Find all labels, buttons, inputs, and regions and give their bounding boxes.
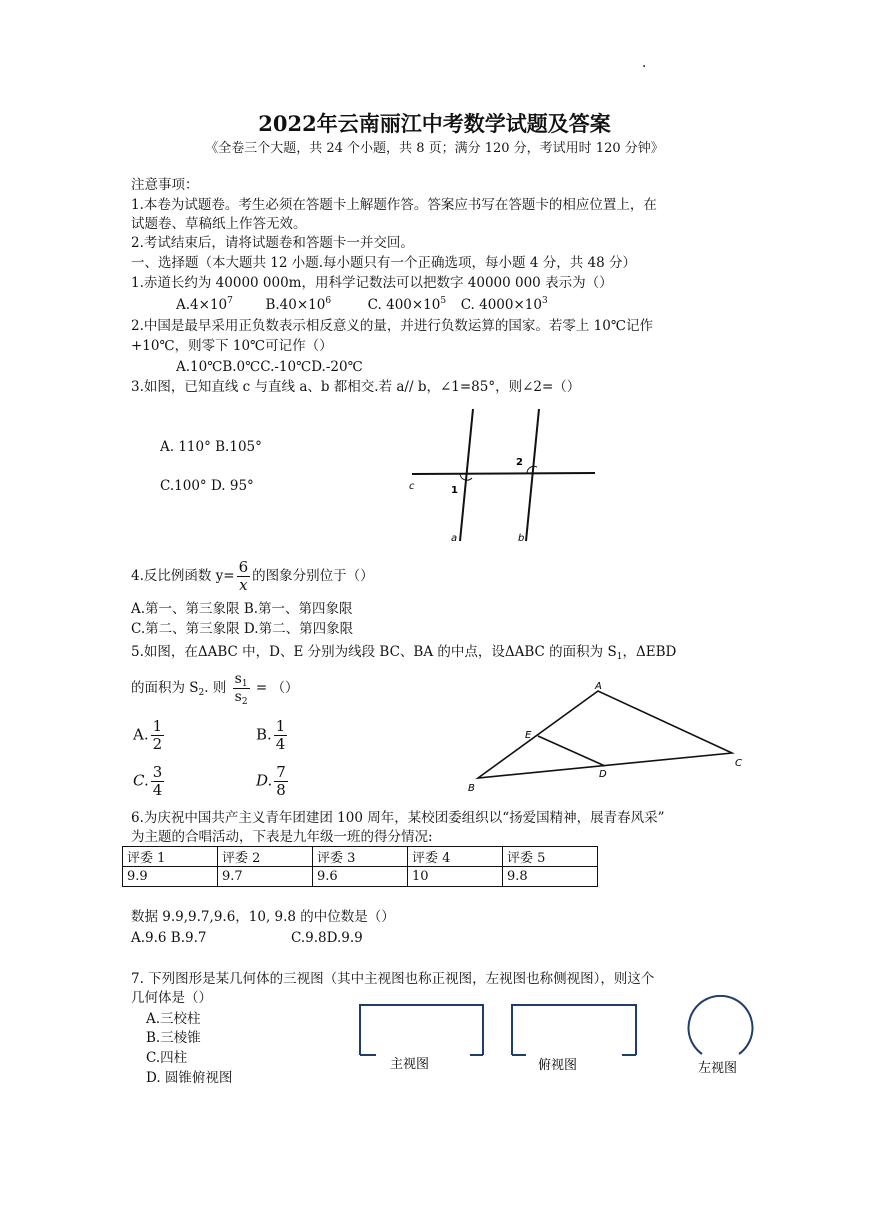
exam-subtitle: 《全卷三个大题，共 24 个小题，共 8 页；满分 120 分，考试用时 120 分钟》 [205, 141, 664, 156]
q1-option-d: C. $4000\times 10^3$ [460, 296, 548, 313]
table-header-cell: 评委 5 [503, 847, 598, 867]
label-c: C [735, 758, 742, 769]
q7-stem-a: 7. 下列图形是某几何体的三视图（其中主视图也称正视图，左视图也称侧视图），则这个 [131, 971, 655, 987]
table-cell: 9.6 [313, 867, 408, 887]
q6-options-b: C.9.8D.9.9 [291, 930, 363, 946]
label-front-view: 主视图 [390, 1057, 430, 1072]
q1-options [176, 296, 548, 315]
label-b: b [518, 533, 525, 544]
q2-options: A.10℃B.0℃C.-10℃D.-20℃ [176, 359, 363, 375]
page-dot: . [642, 55, 647, 71]
segment-ed [538, 736, 605, 766]
table-header-cell: 评委 4 [408, 847, 503, 867]
q5-stem-b: 的面积为 $S_2$. 则 $\frac{s_1}{s_2}$ = （） [131, 671, 299, 707]
q4-stem: 4.反比例函数 y= $\frac{6}{x}$ 的图象分别位于（） [131, 558, 374, 594]
q1-option-b: $B.40\times 10^6$ [265, 296, 332, 313]
q3-parallel-lines-figure [405, 405, 605, 545]
table-cell: 9.7 [218, 867, 313, 887]
q2-stem-b: +10℃，则零下 10℃可记作（） [131, 338, 333, 354]
score-table [122, 846, 598, 887]
label-e: E [525, 730, 532, 741]
side-view-shape [689, 996, 753, 1054]
q4-options-cd: C.第二、第三象限 D.第二、第四象限 [131, 621, 354, 637]
label-top-view: 俯视图 [538, 1058, 578, 1073]
q6-stem-b: 为主题的合唱活动，下表是九年级一班的得分情况: [131, 829, 433, 845]
label-1: 1 [451, 485, 458, 496]
label-a: a [451, 533, 458, 544]
q7-option-c: C.四柱 [146, 1050, 188, 1066]
q7-option-a: A.三校柱 [146, 1011, 201, 1027]
section-1-heading: 一、选择题（本大题共 12 小题.每小题只有一个正确选项，每小题 4 分，共 48 分） [131, 255, 636, 271]
q7-option-b: B.三棱锥 [146, 1030, 201, 1046]
table-header-cell: 评委 1 [123, 847, 218, 867]
q5-stem-a: 5.如图，在ΔABC 中，D、E 分别为线段 BC、BA 的中点，设ΔABC 的面积为 $S_1$，ΔEBD [131, 644, 677, 662]
q3-options-cd: C.100° D. 95° [160, 478, 254, 494]
q1-stem: 1.赤道长约为 40000 000m，用科学记数法可以把数字 40000 000 表示为（） [131, 275, 613, 291]
q4-options-ab: A.第一、第三象限 B.第一、第四象限 [131, 601, 353, 617]
note-2: 2.考试结束后，请将试题卷和答题卡一并交回。 [131, 235, 414, 251]
label-c: c [409, 481, 415, 492]
label-side-view: 左视图 [698, 1061, 738, 1076]
q6-question: 数据 9.9,9.7,9.6，10, 9.8 的中位数是（） [131, 909, 395, 925]
line-a [460, 409, 473, 541]
q1-option-c: C. $400\times 10^5$ [367, 296, 447, 313]
label-d: D [599, 769, 607, 780]
q5-option-c: C. $\frac{3}{4}$ [133, 763, 163, 799]
q7-stem-b: 几何体是（） [131, 990, 212, 1006]
table-row [123, 867, 598, 887]
q5-triangle-figure [462, 678, 752, 798]
q5-option-a: A. $\frac{1}{2}$ [133, 717, 163, 753]
q3-options-ab: A. 110° B.105° [160, 439, 262, 455]
q7-option-d: D. 圆锥俯视图 [146, 1070, 233, 1086]
table-header-cell: 评委 2 [218, 847, 313, 867]
top-view-shape [512, 1005, 636, 1055]
q7-three-views-figure [350, 995, 760, 1085]
front-view-shape [360, 1005, 483, 1055]
q3-stem: 3.如图，已知直线 c 与直线 a、b 都相交.若 a// b，∠1=85°，则∠2=（） [131, 379, 581, 395]
table-header-row [123, 847, 598, 867]
label-2: 2 [516, 457, 523, 468]
table-cell: 9.9 [123, 867, 218, 887]
triangle-abc [478, 691, 732, 778]
table-cell: 10 [408, 867, 503, 887]
label-b: B [468, 783, 475, 794]
q5-option-d: D. $\frac{7}{8}$ [256, 763, 286, 799]
line-c [412, 473, 595, 474]
table-header-cell: 评委 3 [313, 847, 408, 867]
q1-option-a: $A.4\times 10^7$ [176, 296, 233, 313]
q5-option-b: B. $\frac{1}{4}$ [256, 717, 286, 753]
line-b [526, 409, 539, 541]
label-a: A [595, 681, 602, 692]
note-1b: 试题卷、草稿纸上作答无效。 [131, 216, 307, 232]
page-title: 2022年云南丽江中考数学试题及答案 [258, 111, 611, 136]
table-cell: 9.8 [503, 867, 598, 887]
note-1a: 1.本卷为试题卷。考生必须在答题卡上解题作答。答案应书写在答题卡的相应位置上，在 [131, 197, 657, 213]
q2-stem-a: 2.中国是最早采用正负数表示相反意义的量，并进行负数运算的国家。若零上 10℃记作 [131, 318, 653, 334]
notes-heading: 注意事项： [131, 177, 199, 193]
q6-options-a: A.9.6 B.9.7 [131, 930, 207, 946]
q4-fraction: $\frac{6}{x}$ [238, 558, 249, 594]
q5-ratio: $\frac{s_1}{s_2}$ [234, 671, 248, 707]
q6-stem-a: 6.为庆祝中国共产主义青年团建团 100 周年，某校团委组织以“扬爱国精神，展青春风采” [131, 810, 665, 826]
